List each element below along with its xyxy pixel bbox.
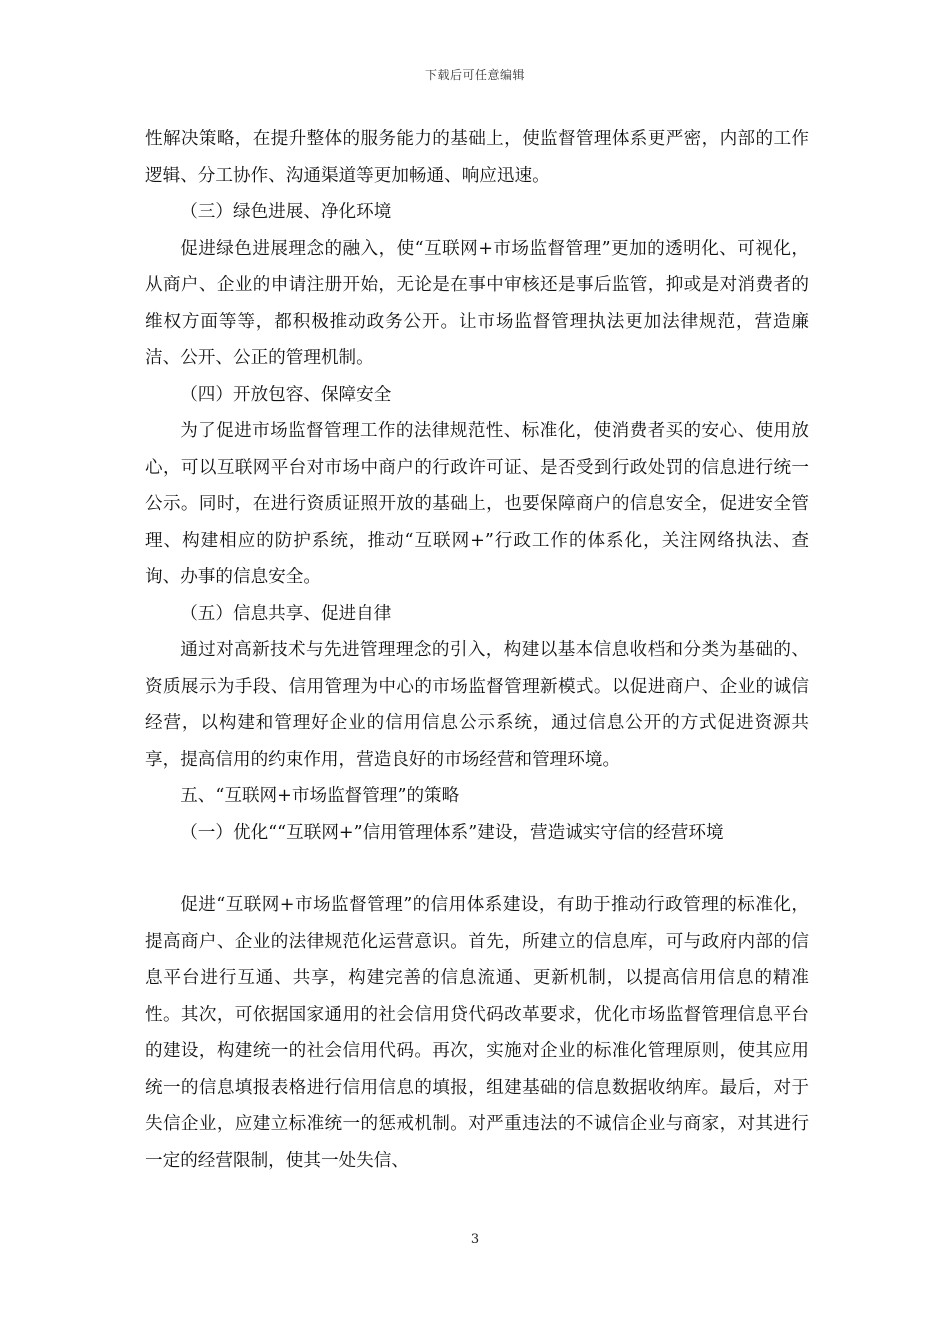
section-heading-green-development: （三）绿色进展、净化环境 — [180, 202, 392, 222]
spacer — [145, 851, 809, 887]
section-heading-open-security: （四）开放包容、保障安全 — [180, 384, 392, 405]
paragraph-credit-system: 促进“互联网+市场监督管理”的信用体系建设，有助于推动行政管理的标准化，提高商户、企业的法律规范化运营意识。首先，所建立的信息库，可与政府内部的信息平台进行互通、共享，构建完善的信息流通、更新机制，以提高信用信息的精准性。其次，可依据国家通用的社会信用贷代码改革要求，优化市场监督管理信息平台的建设，构建统一的社会信用代码。再次，实施对企业的标准化管理原则，使其应用统一的信息填报表格进行信用信息的填报，组建基础的信息数据收纳库。最后，对于失信企业，应建立标准统一的惩戒机制。对严重违法的不诚信企业与商家，对其进行一定的经营限制，使其一处失信、 — [145, 895, 809, 1171]
section-heading-credit-system: （一）优化““互联网+”信用管理体系”建设，营造诚实守信的经营环境 — [180, 822, 724, 843]
section-heading-strategy: 五、“互联网+市场监督管理”的策略 — [180, 786, 460, 806]
section-heading-info-sharing: （五）信息共享、促进自律 — [180, 603, 392, 624]
header-note: 下载后可任意编辑 — [424, 68, 525, 82]
body-text — [145, 121, 809, 1179]
paragraph-continuation: 性解决策略，在提升整体的服务能力的基础上，使监督管理体系更严密，内部的工作逻辑、分工协作、沟通渠道等更加畅通、响应迅速。 — [145, 129, 809, 186]
page-number: 3 — [470, 1232, 480, 1247]
paragraph-info-sharing: 通过对高新技术与先进管理理念的引入，构建以基本信息收档和分类为基础的、资质展示为手段、信用管理为中心的市场监督管理新模式。以促进商户、企业的诚信经营，以构建和管理好企业的信用信息公示系统，通过信息公开的方式促进资源共享，提高信用的约束作用，营造良好的市场经营和管理环境。 — [145, 640, 809, 770]
paragraph-open-security: 为了促进市场监督管理工作的法律规范性、标准化，使消费者买的安心、使用放心，可以互联网平台对市场中商户的行政许可证、是否受到行政处罚的信息进行统一公示。同时，在进行资质证照开放的基础上，也要保障商户的信息安全，促进安全管理、构建相应的防护系统，推动“互联网+”行政工作的体系化，关注网络执法、查询、办事的信息安全。 — [145, 421, 809, 587]
paragraph-green-development: 促进绿色进展理念的融入，使“互联网+市场监督管理”更加的透明化、可视化，从商户、企业的申请注册开始，无论是在事中审核还是事后监管，抑或是对消费者的维权方面等等，都积极推动政务公开。让市场监督管理执法更加法律规范，营造廉洁、公开、公正的管理机制。 — [145, 238, 809, 368]
